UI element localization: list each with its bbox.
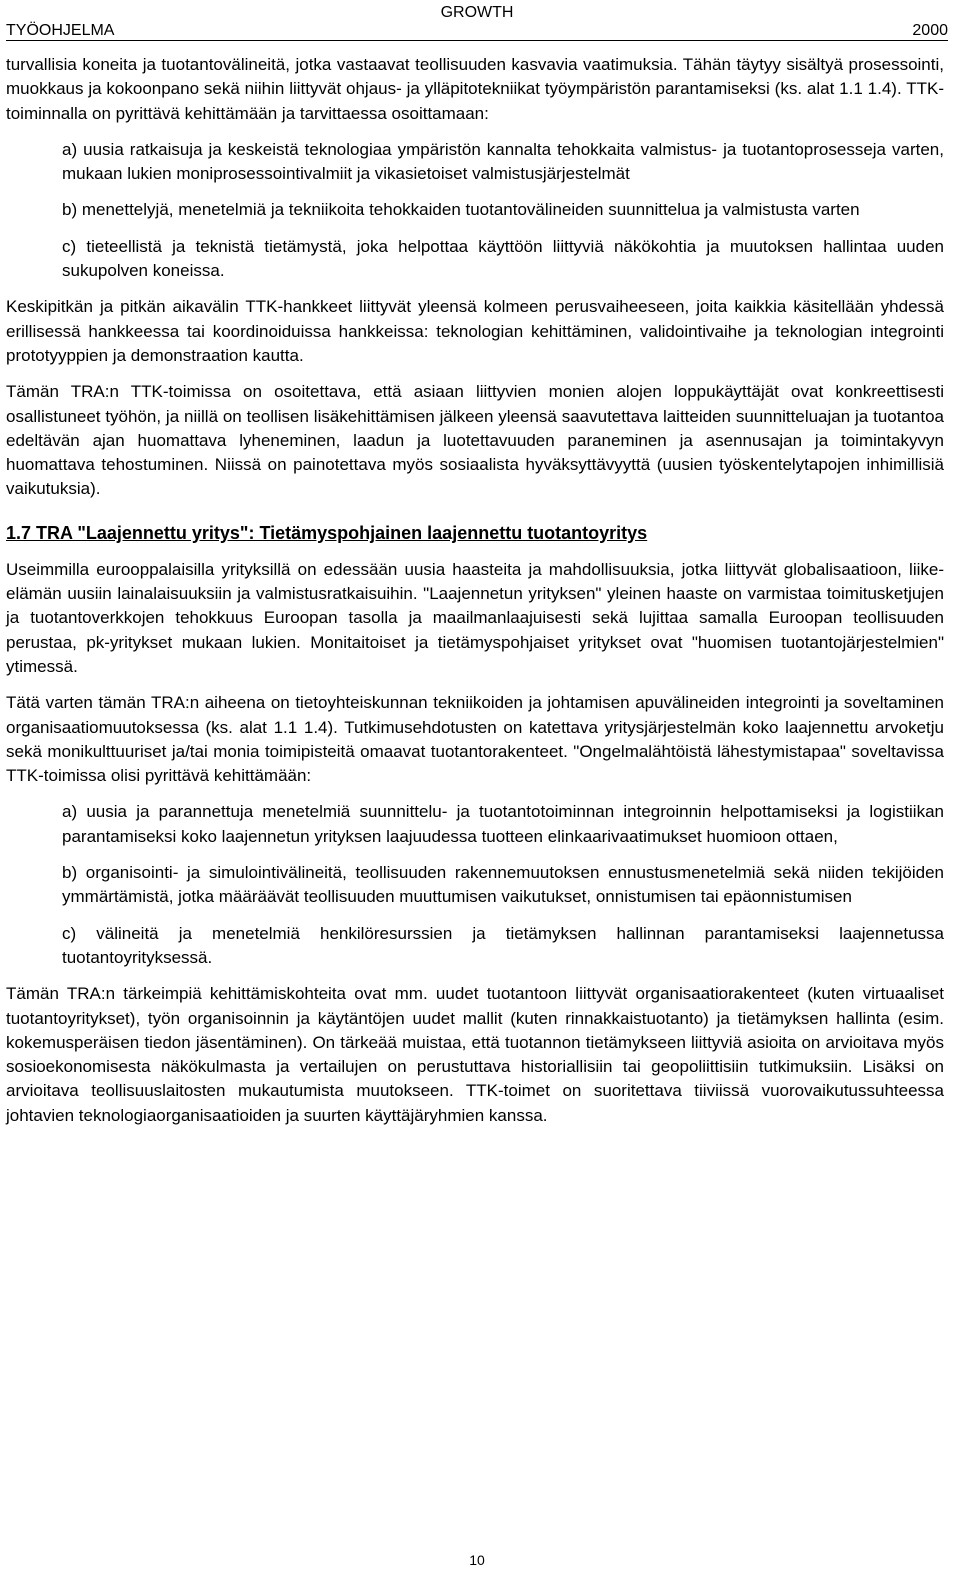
paragraph-4: Useimmilla eurooppalaisilla yrityksillä on edessään uusia haasteita ja mahdollisuuksia, jotka liittyvät globalisaatioon, liike-elämän uusiin lainalaisuuksiin ja valmistusratkaisuihin. "Laajennetun yrityksen" yleinen haaste on varmistaa toimitusketjujen ja tuotantoverkkojen tehokkuus Euroopan tasolla ja maailmanlaajuisesti sekä lujittaa samalla Euroopan teollisuuden perustaa, pk-yritykset mukaan lukien. Monitaitoiset ja tietämyspohjaiset yritykset ovat "huomisen tuotantojärjestelmien" ytimessä. xyxy=(6,559,944,676)
paragraph-6: Tämän TRA:n tärkeimpiä kehittämiskohteita ovat mm. uudet tuotantoon liittyvät organisaatiorakenteet (kuten virtuaaliset tuotantoyritykset), työn organisoinnin ja käytäntöjen uudet mallit (kuten rinnakkaistuotanto) ja tietämyksen hallinta (esim. kokemusperäisen tiedon jäsentäminen). On tärkeää muistaa, että tuotannon tietämykseen liittyviä asioita on arvioitava myös sosioekonomisesta näkökulmasta ja vertailujen on perustuttava historiallisiin tai geopoliittisiin tutkimuksiin. Lisäksi on arvioitava teollisuuslaitosten mukautumista muutokseen. TTK-toimet on suoritettava tiiviissä vuorovaikutussuhteessa johtavien teknologiaorganisaatioiden ja suurten käyttäjäryhmien kanssa. xyxy=(6,984,944,1125)
paragraph-5: Tätä varten tämän TRA:n aiheena on tietoyhteiskunnan tekniikoiden ja johtamisen apuvälineiden integrointi ja soveltaminen organisaatiomuutoksessa (ks. alat 1.1 1.4). Tutkimusehdotusten on katettava yritysjärjestelmän koko laajennettu arvoketju sekä monikulttuuriset ja/tai monia toimipisteitä omaavat tuotantorakenteet. "Ongelmalähtöistä lähestymistapaa" soveltavissa TTK-toimissa olisi pyrittävä kehittämään: xyxy=(6,693,944,786)
page-header xyxy=(6,4,948,41)
header-year: 2000 xyxy=(912,22,948,39)
page-number: 10 xyxy=(469,1552,485,1568)
paragraph-3: Tämän TRA:n TTK-toimissa on osoitettava, että asiaan liittyvien monien alojen loppukäyttäjät ovat konkreettisesti osallistuneet työhön, ja niillä on teollisen lisäkehittämisen jälkeen yleensä saavutettava laitteiden suunnitteluajan ja tuotantoa edeltävän ajan huomattava lyheneminen, laadun ja luotettavuuden paraneminen ja asennusajan ja toimintakyvyn huomattava tehostuminen. Niissä on painotettava myös sosiaalista hyväksyttävyyttä (uusien työskentelytapojen inhimillisiä vaikutuksia). xyxy=(6,382,944,499)
section-heading: 1.7 TRA "Laajennettu yritys": Tietämyspohjainen laajennettu tuotantoyritys xyxy=(6,522,648,543)
page-content xyxy=(6,53,944,1140)
paragraph-2: Keskipitkän ja pitkän aikavälin TTK-hankkeet liittyvät yleensä kolmeen perusvaiheeseen, joita kaikkia käsitellään yhdessä erillisessä hankkeessa tai koordinoiduissa hankkeissa: teknologian kehittäminen, validointivaihe ja teknologian integrointi prototyyppien ja demonstraation kautta. xyxy=(6,297,944,365)
list-2-item-b: b) organisointi- ja simulointivälineitä, teollisuuden rakennemuutoksen ennustusmenetelmiä sekä niiden tekijöiden ymmärtämistä, jotka määräävät teollisuuden muuttumisen vaikutukset, onnistumisen tai epäonnistumisen xyxy=(62,863,944,907)
header-program-name: GROWTH xyxy=(440,4,514,21)
paragraph-1: turvallisia koneita ja tuotantovälineitä, jotka vastaavat teollisuuden kasvavia vaatimuksia. Tähän täytyy sisältyä prosessointi, muokkaus ja kokoonpano sekä niihin liittyvät ohjaus- ja ylläpitotekniikat työympäristön parantamiseksi (ks. alat 1.1 1.4). TTK-toiminnalla on pyrittävä kehittämään ja tarvittaessa osoittamaan: xyxy=(6,55,944,123)
document-page xyxy=(6,0,948,1591)
list-1-item-b: b) menettelyjä, menetelmiä ja tekniikoita tehokkaiden tuotantovälineiden suunnittelua ja valmistusta varten xyxy=(62,200,860,220)
header-program-title: TYÖOHJELMA xyxy=(6,22,115,39)
list-2-item-a: a) uusia ja parannettuja menetelmiä suunnittelu- ja tuotantotoiminnan integroinnin helpottamiseksi ja logistiikan parantamiseksi koko laajennetun yrityksen laajuudessa tuotteen elinkaarivaatimukset huomioon ottaen, xyxy=(62,802,944,846)
list-2-item-c: c) välineitä ja menetelmiä henkilöresurssien ja tietämyksen hallinnan parantamiseksi laajennetussa tuotantoyrityksessä. xyxy=(62,923,944,967)
list-1-item-c: c) tieteellistä ja teknistä tietämystä, joka helpottaa käyttöön liittyviä näkökohtia ja muutoksen hallintaa uuden sukupolven koneissa. xyxy=(62,236,944,281)
list-1-item-a: a) uusia ratkaisuja ja keskeistä teknologiaa ympäristön kannalta tehokkaita valmistus- ja tuotantoprosesseja varten, mukaan lukien moniprosessointivalmiit ja vikasietoiset valmistusjärjestelmät xyxy=(62,139,944,184)
